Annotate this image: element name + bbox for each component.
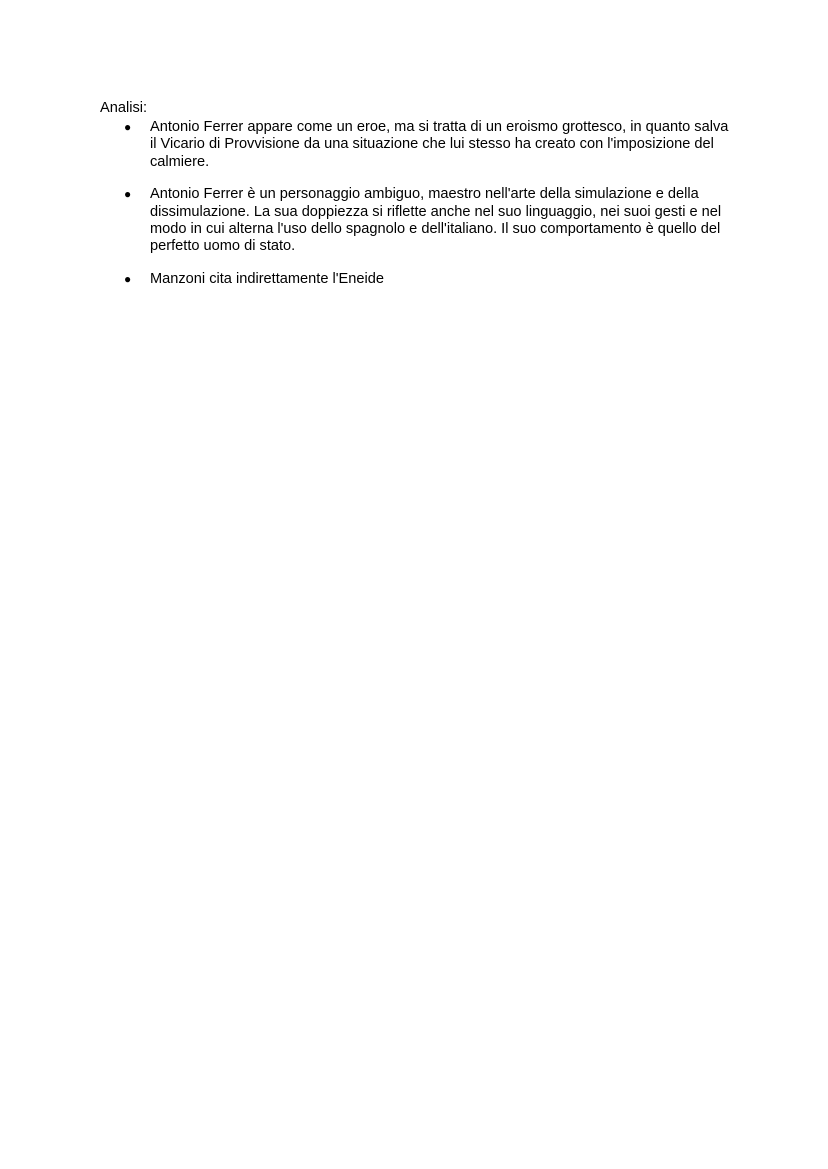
bullet-text: Antonio Ferrer appare come un eroe, ma si tratta di un eroismo grottesco, in quanto salva il Vicario di Provvisione da una situazione che lui stesso ha creato con l'imposizione del calmiere. [150,119,729,170]
bullet-text: Antonio Ferrer è un personaggio ambiguo, maestro nell'arte della simulazione e della dissimulazione. La sua doppiezza si riflette anche nel suo linguaggio, nei suoi gesti e nel modo in cui alterna l'uso dello spagnolo e dell'italiano. Il suo comportamento è quello del perfetto uomo di stato. [150,186,722,255]
bullet-dot-icon: ● [124,271,132,286]
list-item [100,271,730,288]
bullet-text: Manzoni cita indirettamente l'Eneide [150,270,384,287]
list-item [100,186,730,256]
list-item [100,119,730,171]
bullet-list [100,119,730,288]
section-heading: Analisi: [100,100,148,116]
bullet-dot-icon: ● [124,120,132,134]
document-content [100,99,730,303]
bullet-dot-icon: ● [124,187,132,202]
